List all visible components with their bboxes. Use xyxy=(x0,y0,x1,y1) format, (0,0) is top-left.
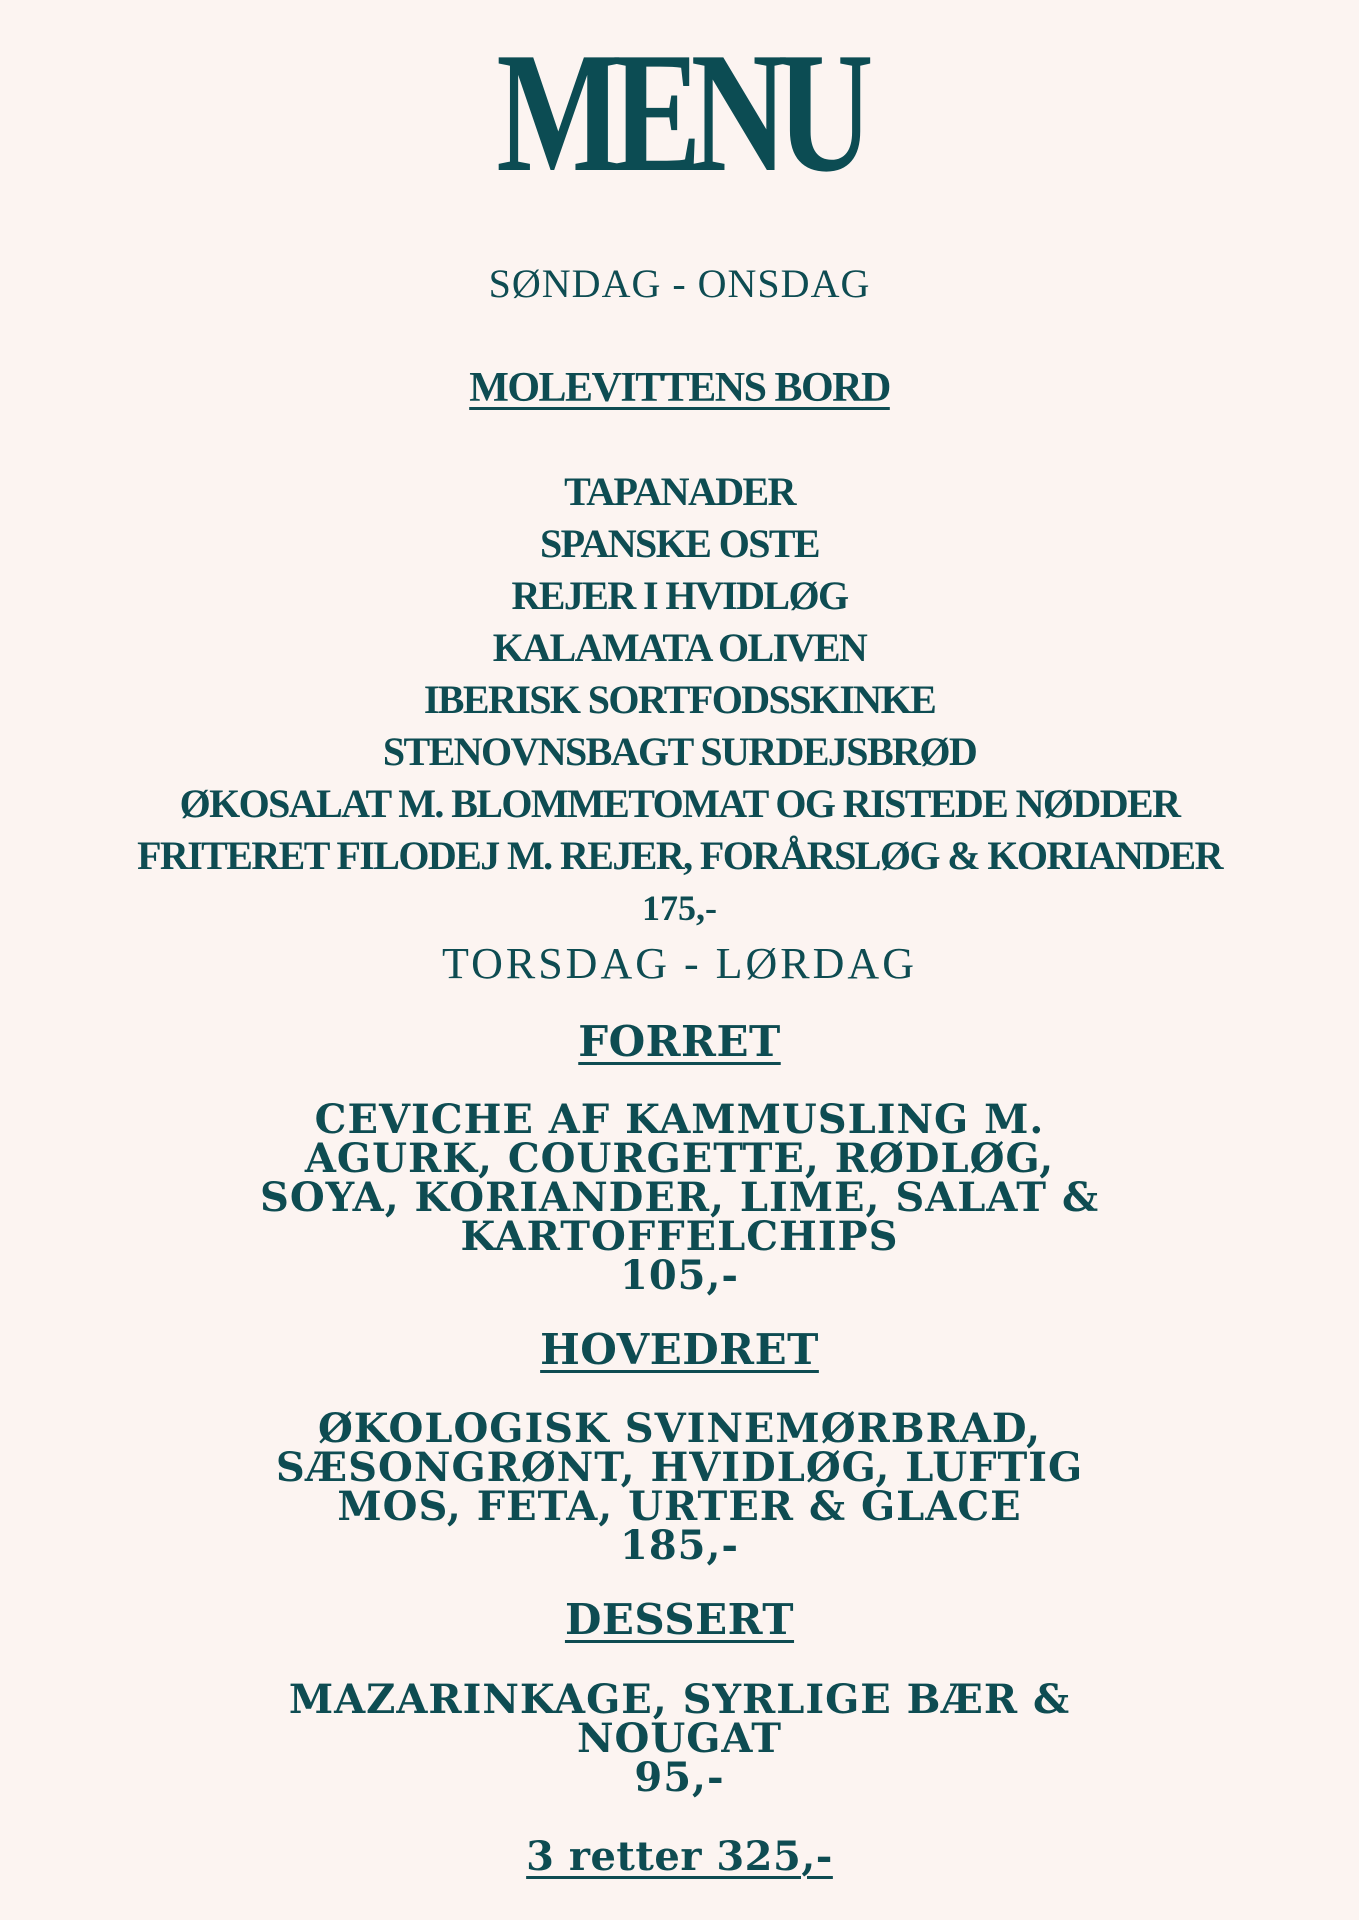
molevittens-price: 175,- xyxy=(642,888,717,928)
list-item: FRITERET FILODEJ M. REJER, FORÅRSLØG & KORIANDER xyxy=(137,833,1222,878)
molevittens-item-list xyxy=(0,466,1359,882)
dish-line: SÆSONGRØNT, HVIDLØG, LUFTIG xyxy=(275,1444,1084,1491)
list-item: REJER I HVIDLØG xyxy=(511,573,848,618)
dish-line: CEVICHE AF KAMMUSLING M. xyxy=(314,1096,1045,1143)
menu-title: MENU xyxy=(496,18,863,208)
dish-line: MAZARINKAGE, SYRLIGE BÆR & xyxy=(288,1676,1071,1723)
list-item: ØKOSALAT M. BLOMMETOMAT OG RISTEDE NØDDER xyxy=(179,781,1180,826)
list-item: IBERISK SORTFODSSKINKE xyxy=(423,677,936,722)
forret-price: 105,- xyxy=(619,1252,740,1299)
dish-line: SOYA, KORIANDER, LIME, SALAT & xyxy=(259,1174,1100,1221)
forret-description xyxy=(0,1096,1359,1299)
hovedret-description xyxy=(0,1405,1359,1569)
dessert-price: 95,- xyxy=(634,1754,725,1801)
dish-line: AGURK, COURGETTE, RØDLØG, xyxy=(304,1135,1055,1182)
days-thursday-saturday: TORSDAG - LØRDAG xyxy=(442,939,917,988)
dish-line: KARTOFFELCHIPS xyxy=(460,1213,899,1260)
list-item: KALAMATA OLIVEN xyxy=(492,625,867,670)
heading-forret: FORRET xyxy=(578,1017,781,1066)
dessert-description xyxy=(0,1676,1359,1801)
dish-line: MOS, FETA, URTER & GLACE xyxy=(337,1483,1022,1530)
list-item: TAPANADER xyxy=(564,469,795,514)
heading-hovedret: HOVEDRET xyxy=(540,1325,819,1374)
dish-line: ØKOLOGISK SVINEMØRBRAD, xyxy=(317,1405,1042,1452)
hovedret-price: 185,- xyxy=(619,1522,740,1569)
heading-molevittens-bord: MOLEVITTENS BORD xyxy=(469,365,890,411)
days-sunday-wednesday: SØNDAG - ONSDAG xyxy=(488,261,871,306)
list-item: STENOVNSBAGT SURDEJSBRØD xyxy=(382,729,977,774)
heading-dessert: DESSERT xyxy=(564,1595,795,1644)
three-course-total: 3 retter 325,- xyxy=(526,1833,833,1880)
list-item: SPANSKE OSTE xyxy=(539,521,820,566)
dish-line: NOUGAT xyxy=(576,1715,783,1762)
